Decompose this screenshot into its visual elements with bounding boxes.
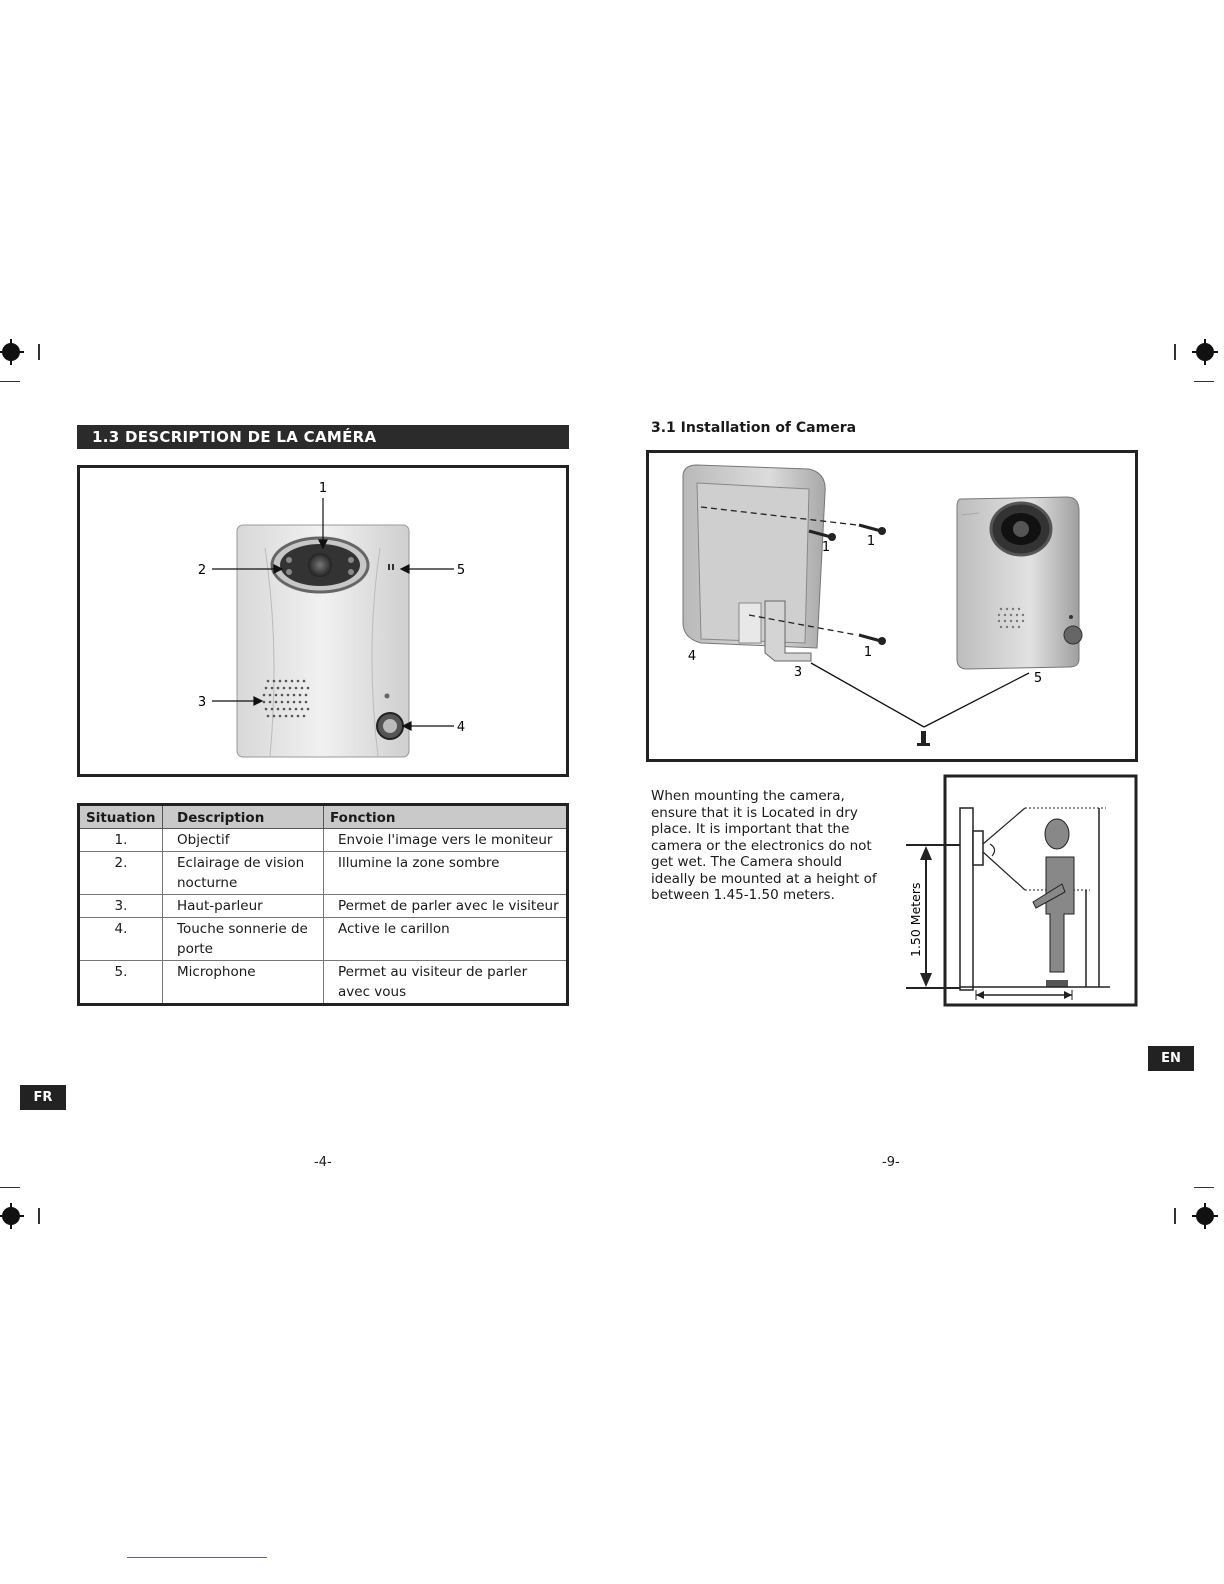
- row-number: 1.: [79, 829, 163, 852]
- crop-mark: [0, 381, 20, 382]
- row-description: Haut-parleur: [163, 895, 324, 918]
- crop-mark: [38, 344, 40, 360]
- section-title-installation: 3.1 Installation of Camera: [651, 420, 857, 436]
- table-row: [79, 895, 568, 918]
- registration-mark-bottom-right: [1196, 1207, 1214, 1225]
- callout-2: 2: [197, 563, 207, 578]
- camera-front-illustration: [80, 468, 566, 774]
- callout-1-screw-b: 1: [866, 534, 876, 549]
- page-number-left: -4-: [314, 1155, 332, 1170]
- callout-1-screw-a: 1: [821, 540, 831, 555]
- crop-mark: [1194, 1187, 1214, 1188]
- mounting-instructions: When mounting the camera, ensure that it is Located in dry place. It is important that the camera or the electronics do not get wet. The Camera should ideally be mounted at a height of between 1.45-1.50 meters.: [651, 788, 877, 903]
- crop-mark: [38, 1208, 40, 1224]
- section-title-description: 1.3 DESCRIPTION DE LA CAMÉRA: [77, 425, 569, 449]
- camera-parts-table: [77, 803, 569, 1006]
- table-row: [79, 961, 568, 1005]
- registration-mark-bottom-left: [2, 1207, 20, 1225]
- callout-4: 4: [456, 720, 466, 735]
- height-label: 1.50 Meters: [908, 882, 923, 957]
- page-number-right: -9-: [882, 1155, 900, 1170]
- crop-mark: [1174, 344, 1176, 360]
- callout-5: 5: [1033, 671, 1043, 686]
- callout-4: 4: [687, 649, 697, 664]
- language-tab-fr: FR: [20, 1085, 66, 1110]
- table-row: [79, 829, 568, 852]
- callout-1: 1: [318, 481, 328, 496]
- registration-mark-top-right: [1196, 343, 1214, 361]
- row-description: Eclairage de vision nocturne: [163, 852, 324, 895]
- underline-link-fragment: [127, 1557, 267, 1558]
- mounting-illustration: [649, 453, 1135, 759]
- crop-mark: [1174, 1208, 1176, 1224]
- row-function: Envoie l'image vers le moniteur: [324, 829, 568, 852]
- row-function: Permet au visiteur de parler avec vous: [324, 961, 568, 1005]
- camera-description-figure: [77, 465, 569, 777]
- row-number: 5.: [79, 961, 163, 1005]
- row-number: 2.: [79, 852, 163, 895]
- row-function: Active le carillon: [324, 918, 568, 961]
- language-tab-en: EN: [1148, 1046, 1194, 1071]
- installation-figure: [646, 450, 1138, 762]
- callout-3: 3: [793, 665, 803, 680]
- crop-mark: [0, 1187, 20, 1188]
- row-description: Microphone: [163, 961, 324, 1005]
- row-description: Objectif: [163, 829, 324, 852]
- mounting-height-diagram: [900, 774, 1140, 1010]
- col-header-fonction: Fonction: [324, 805, 568, 829]
- row-number: 4.: [79, 918, 163, 961]
- crop-mark: [1194, 381, 1214, 382]
- table-row: [79, 852, 568, 895]
- callout-5: 5: [456, 563, 466, 578]
- table-row: [79, 918, 568, 961]
- table-header-row: [79, 805, 568, 829]
- registration-mark-top-left: [2, 343, 20, 361]
- row-function: Permet de parler avec le visiteur: [324, 895, 568, 918]
- row-number: 3.: [79, 895, 163, 918]
- col-header-description: Description: [163, 805, 324, 829]
- row-function: Illumine la zone sombre: [324, 852, 568, 895]
- row-description: Touche sonnerie de porte: [163, 918, 324, 961]
- col-header-situation: Situation: [79, 805, 163, 829]
- callout-3: 3: [197, 695, 207, 710]
- callout-1-screw-c: 1: [863, 645, 873, 660]
